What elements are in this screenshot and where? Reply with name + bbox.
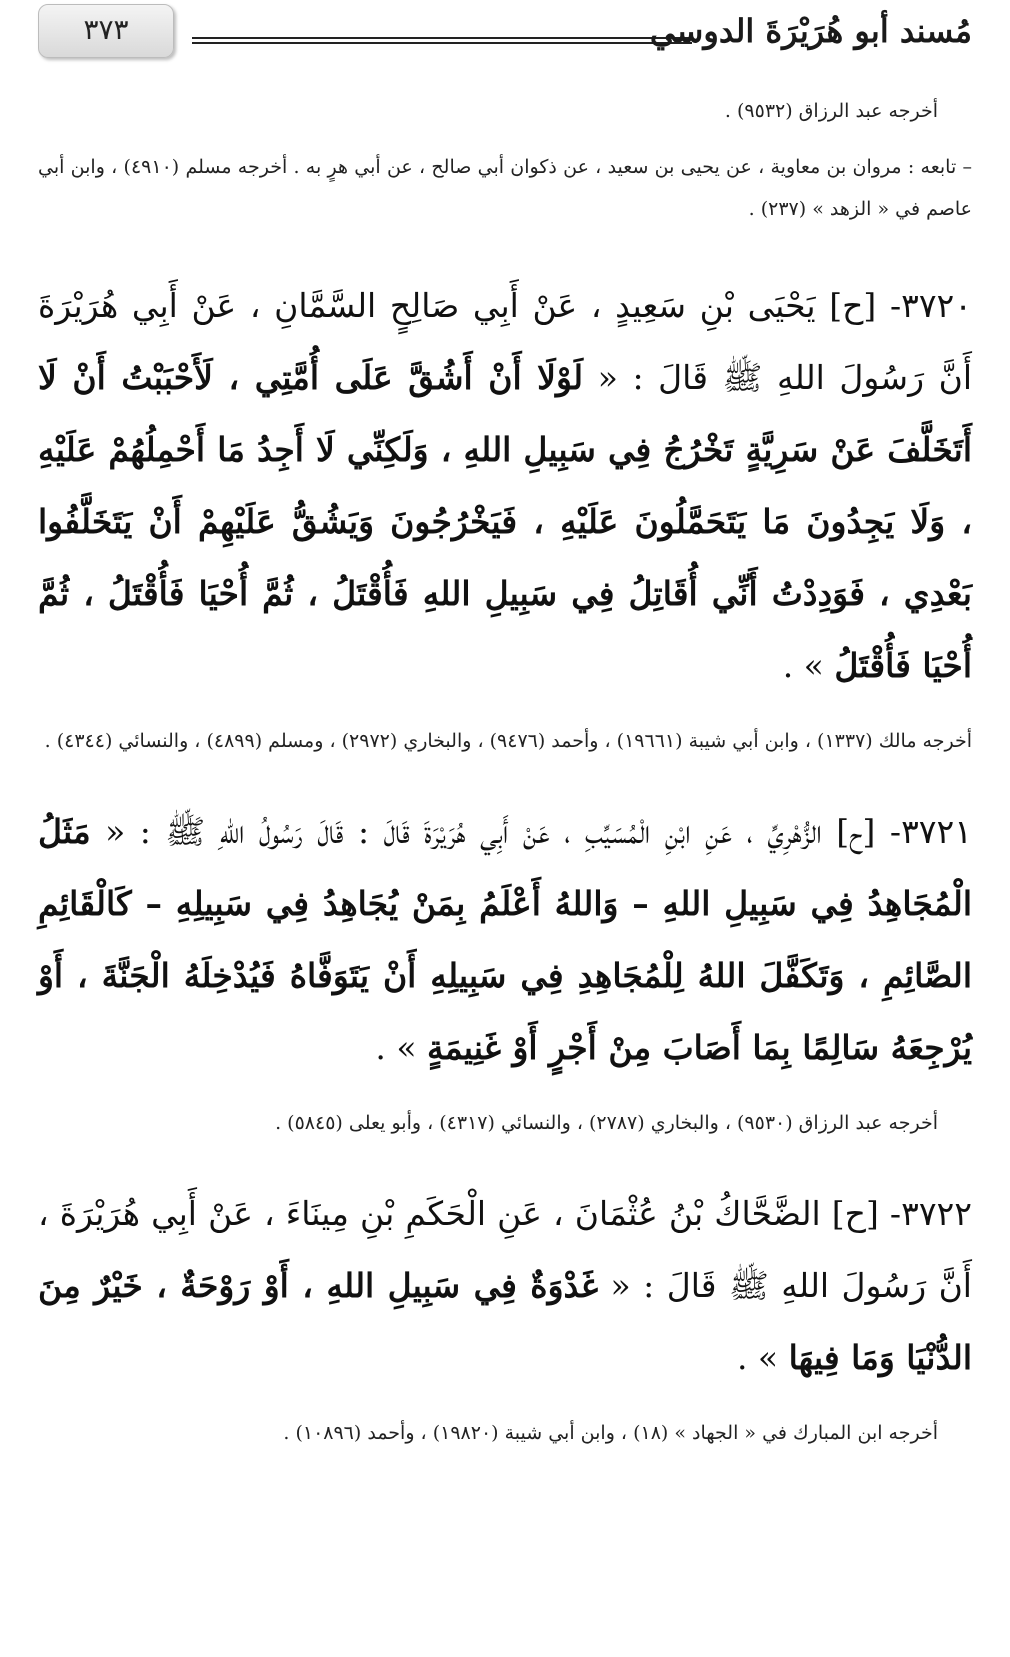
hadith-isnad: الضَّحَّاكُ بْنُ عُثْمَانَ ، عَنِ الْحَكَمِ بْنِ مِينَاءَ ، عَنْ أَبِي هُرَيْرَةَ ، أَنَّ رَسُولَ اللهِ ﷺ قَالَ : «	[38, 1194, 972, 1305]
hadith-close: » .	[375, 1028, 417, 1067]
page-body	[38, 90, 972, 1488]
hadith-number: ٣٧٢٢- [ح]	[831, 1194, 972, 1233]
hadith-matn: مَثَلُ الْمُجَاهِدُ فِي سَبِيلِ اللهِ – وَاللهُ أَعْلَمُ بِمَنْ يُجَاهِدُ فِي سَبِيلِهِ – كَالْقَائِمِ الصَّائِمِ ، وَتَكَفَّلَ اللهُ لِلْمُجَاهِدِ فِي سَبِيلِهِ أَنْ يَتَوَفَّاهُ فَيُدْخِلَهُ الْجَنَّةَ ، أَوْ يُرْجِعَهُ سَالِمًا بِمَا أَصَابَ مِنْ أَجْرٍ أَوْ غَنِيمَةٍ	[38, 812, 972, 1067]
hadith-number: ٣٧٢٠- [ح]	[829, 286, 973, 325]
hadith-matn: لَوْلَا أَنْ أَشُقَّ عَلَى أُمَّتِي ، لَأَحْبَبْتُ أَنْ لَا أَتَخَلَّفَ عَنْ سَرِيَّةٍ تَخْرُجُ فِي سَبِيلِ اللهِ ، وَلَكِنِّي لَا أَجِدُ مَا أَحْمِلُهُمْ عَلَيْهِ ، وَلَا يَجِدُونَ مَا يَتَحَمَّلُونَ عَلَيْهِ ، فَيَخْرُجُونَ وَيَشُقُّ عَلَيْهِمْ أَنْ يَتَخَلَّفُوا بَعْدِي ، فَوَدِدْتُ أَنِّي أُقَاتِلُ فِي سَبِيلِ اللهِ فَأُقْتَلُ ، ثُمَّ أُحْيَا فَأُقْتَلُ ، ثُمَّ أُحْيَا فَأُقْتَلُ	[38, 358, 972, 685]
hadith-isnad: يَحْيَى بْنِ سَعِيدٍ ، عَنْ أَبِي صَالِحٍ السَّمَّانِ ، عَنْ أَبِي هُرَيْرَةَ أَنَّ رَسُولَ اللهِ ﷺ قَالَ : «	[38, 286, 972, 397]
footnote-mutabaah: – تابعه : مروان بن معاوية ، عن يحيى بن سعيد ، عن ذكوان أبي صالح ، عن أبي هرٍ به . أخرجه مسلم (٤٩١٠) ، وابن أبي عاصم في « الزهد » (٢٣٧) .	[38, 156, 973, 220]
hadith-close: » .	[736, 1338, 779, 1377]
footnote-takhrij-3: أخرجه عبد الرزاق (٩٥٣٠) ، والبخاري (٢٧٨٧) ، والنسائي (٤٣١٧) ، وأبو يعلى (٥٨٤٥) .	[275, 1112, 938, 1134]
footnote-takhrij-4: أخرجه ابن المبارك في « الجهاد » (١٨) ، وابن أبي شيبة (١٩٨٢٠) ، وأحمد (١٠٨٩٦) .	[283, 1422, 938, 1444]
hadith-3721	[38, 796, 972, 1084]
footnote-takhrij-2: أخرجه مالك (١٣٣٧) ، وابن أبي شيبة (١٩٦٦١) ، وأحمد (٩٤٧٦) ، والبخاري (٢٩٧٢) ، ومسلم (٤٨٩٩) ، والنسائي (٤٣٤٤) .	[44, 730, 972, 752]
hadith-isnad: الزُّهْرِيِّ ، عَنِ ابْنِ الْمُسَيِّبِ ، عَنْ أَبِي هُرَيْرَةَ قَالَ : قَالَ رَسُولُ اللهِ ﷺ : «	[105, 812, 822, 851]
hadith-number: ٣٧٢١- [ح]	[836, 812, 972, 851]
hadith-matn: غَدْوَةٌ فِي سَبِيلِ اللهِ ، أَوْ رَوْحَةٌ ، خَيْرٌ مِنَ الدُّنْيَا وَمَا فِيهَا	[38, 1266, 972, 1377]
header-rule	[192, 37, 692, 44]
hadith-close: » .	[782, 646, 824, 685]
page-number-box	[38, 4, 174, 58]
footnote-takhrij-1: أخرجه عبد الرزاق (٩٥٣٢) .	[724, 100, 938, 122]
hadith-3720	[38, 270, 972, 702]
running-title: مُسند أبو هُرَيْرَةَ الدوسي	[649, 12, 972, 50]
page-number: ٣٧٣	[83, 13, 129, 46]
hadith-3722	[38, 1178, 972, 1394]
